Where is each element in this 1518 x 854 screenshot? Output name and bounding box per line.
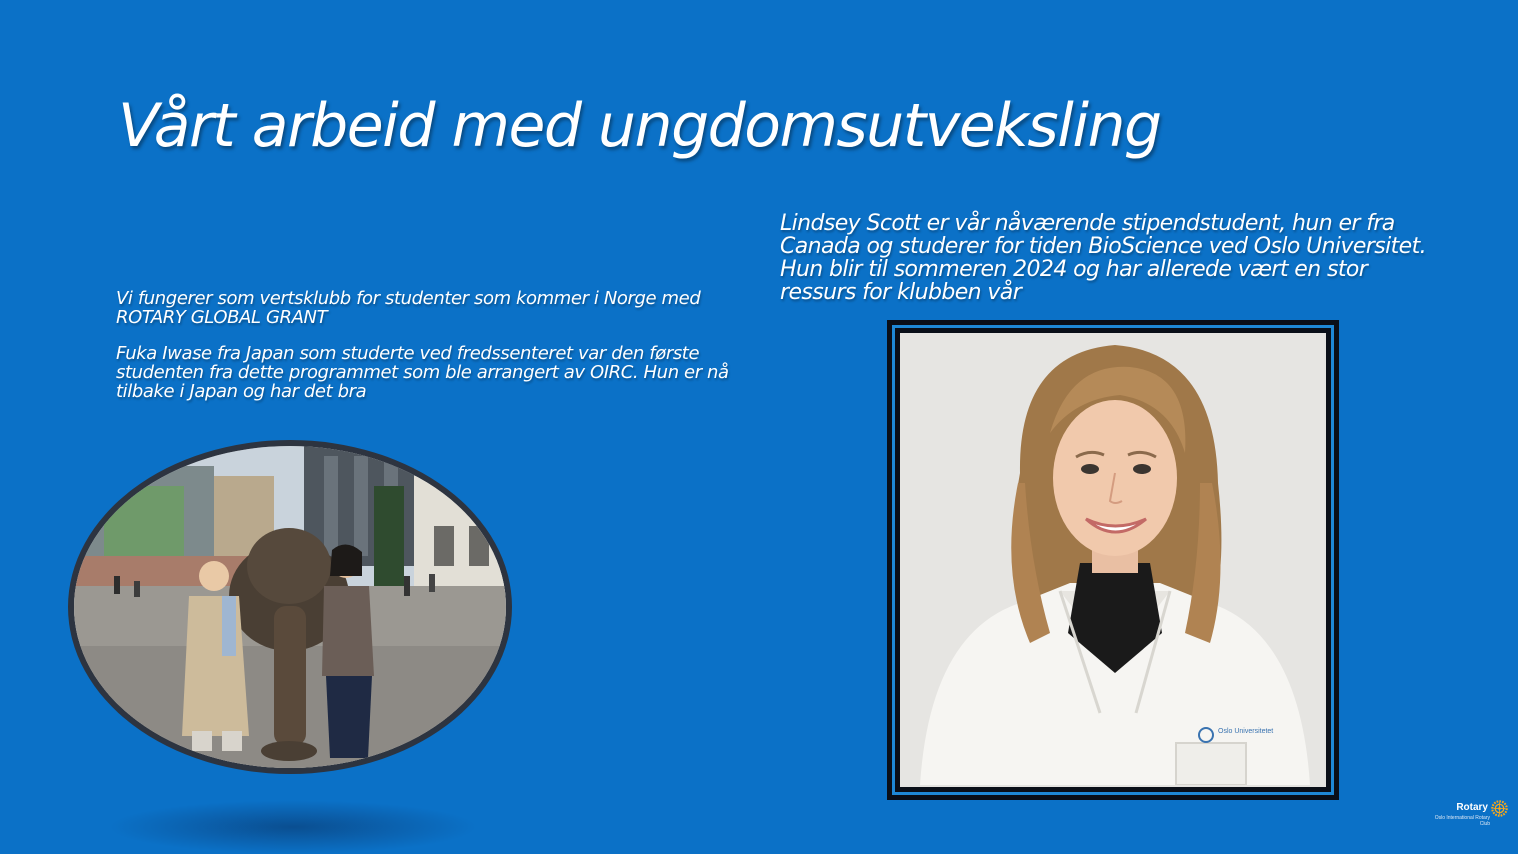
oval-photo-tiger-statue [68,440,512,774]
portrait-illustration [900,333,1324,785]
oval-photo-shadow [108,800,478,854]
university-badge-text: Oslo Universitetet [1218,728,1274,735]
rotary-logo [1436,798,1508,834]
portrait-frame-inner [892,325,1334,795]
portrait-photo-lindsey [900,333,1326,787]
left-paragraph-fuka: Fuka Iwase fra Japan som studerte ved fredssenteret var den første studenten fra dette programmet som ble arrangert av OIRC. Hun er nå tilbake i Japan og har det bra [116,343,729,402]
right-paragraph-lindsey: Lindsey Scott er vår nåværende stipendstudent, hun er fra Canada og studerer for tiden BioScience ved Oslo Universitet. Hun blir til sommeren 2024 og har allerede vært en stor ressurs for klubben vår [780,211,1427,305]
left-paragraph-host-club: Vi fungerer som vertsklubb for studenter som kommer i Norge med ROTARY GLOBAL GRANT [116,288,701,328]
portrait-frame [887,320,1339,800]
left-text-block [116,289,756,418]
oval-photo-illustration [74,446,506,768]
slide-title: Vårt arbeid med ungdomsutveksling [118,91,1161,161]
rotary-wheel-icon [1491,800,1508,817]
rotary-logo-word: Rotary [1456,802,1488,813]
rotary-logo-subtitle: Oslo International Rotary Club [1434,815,1490,827]
